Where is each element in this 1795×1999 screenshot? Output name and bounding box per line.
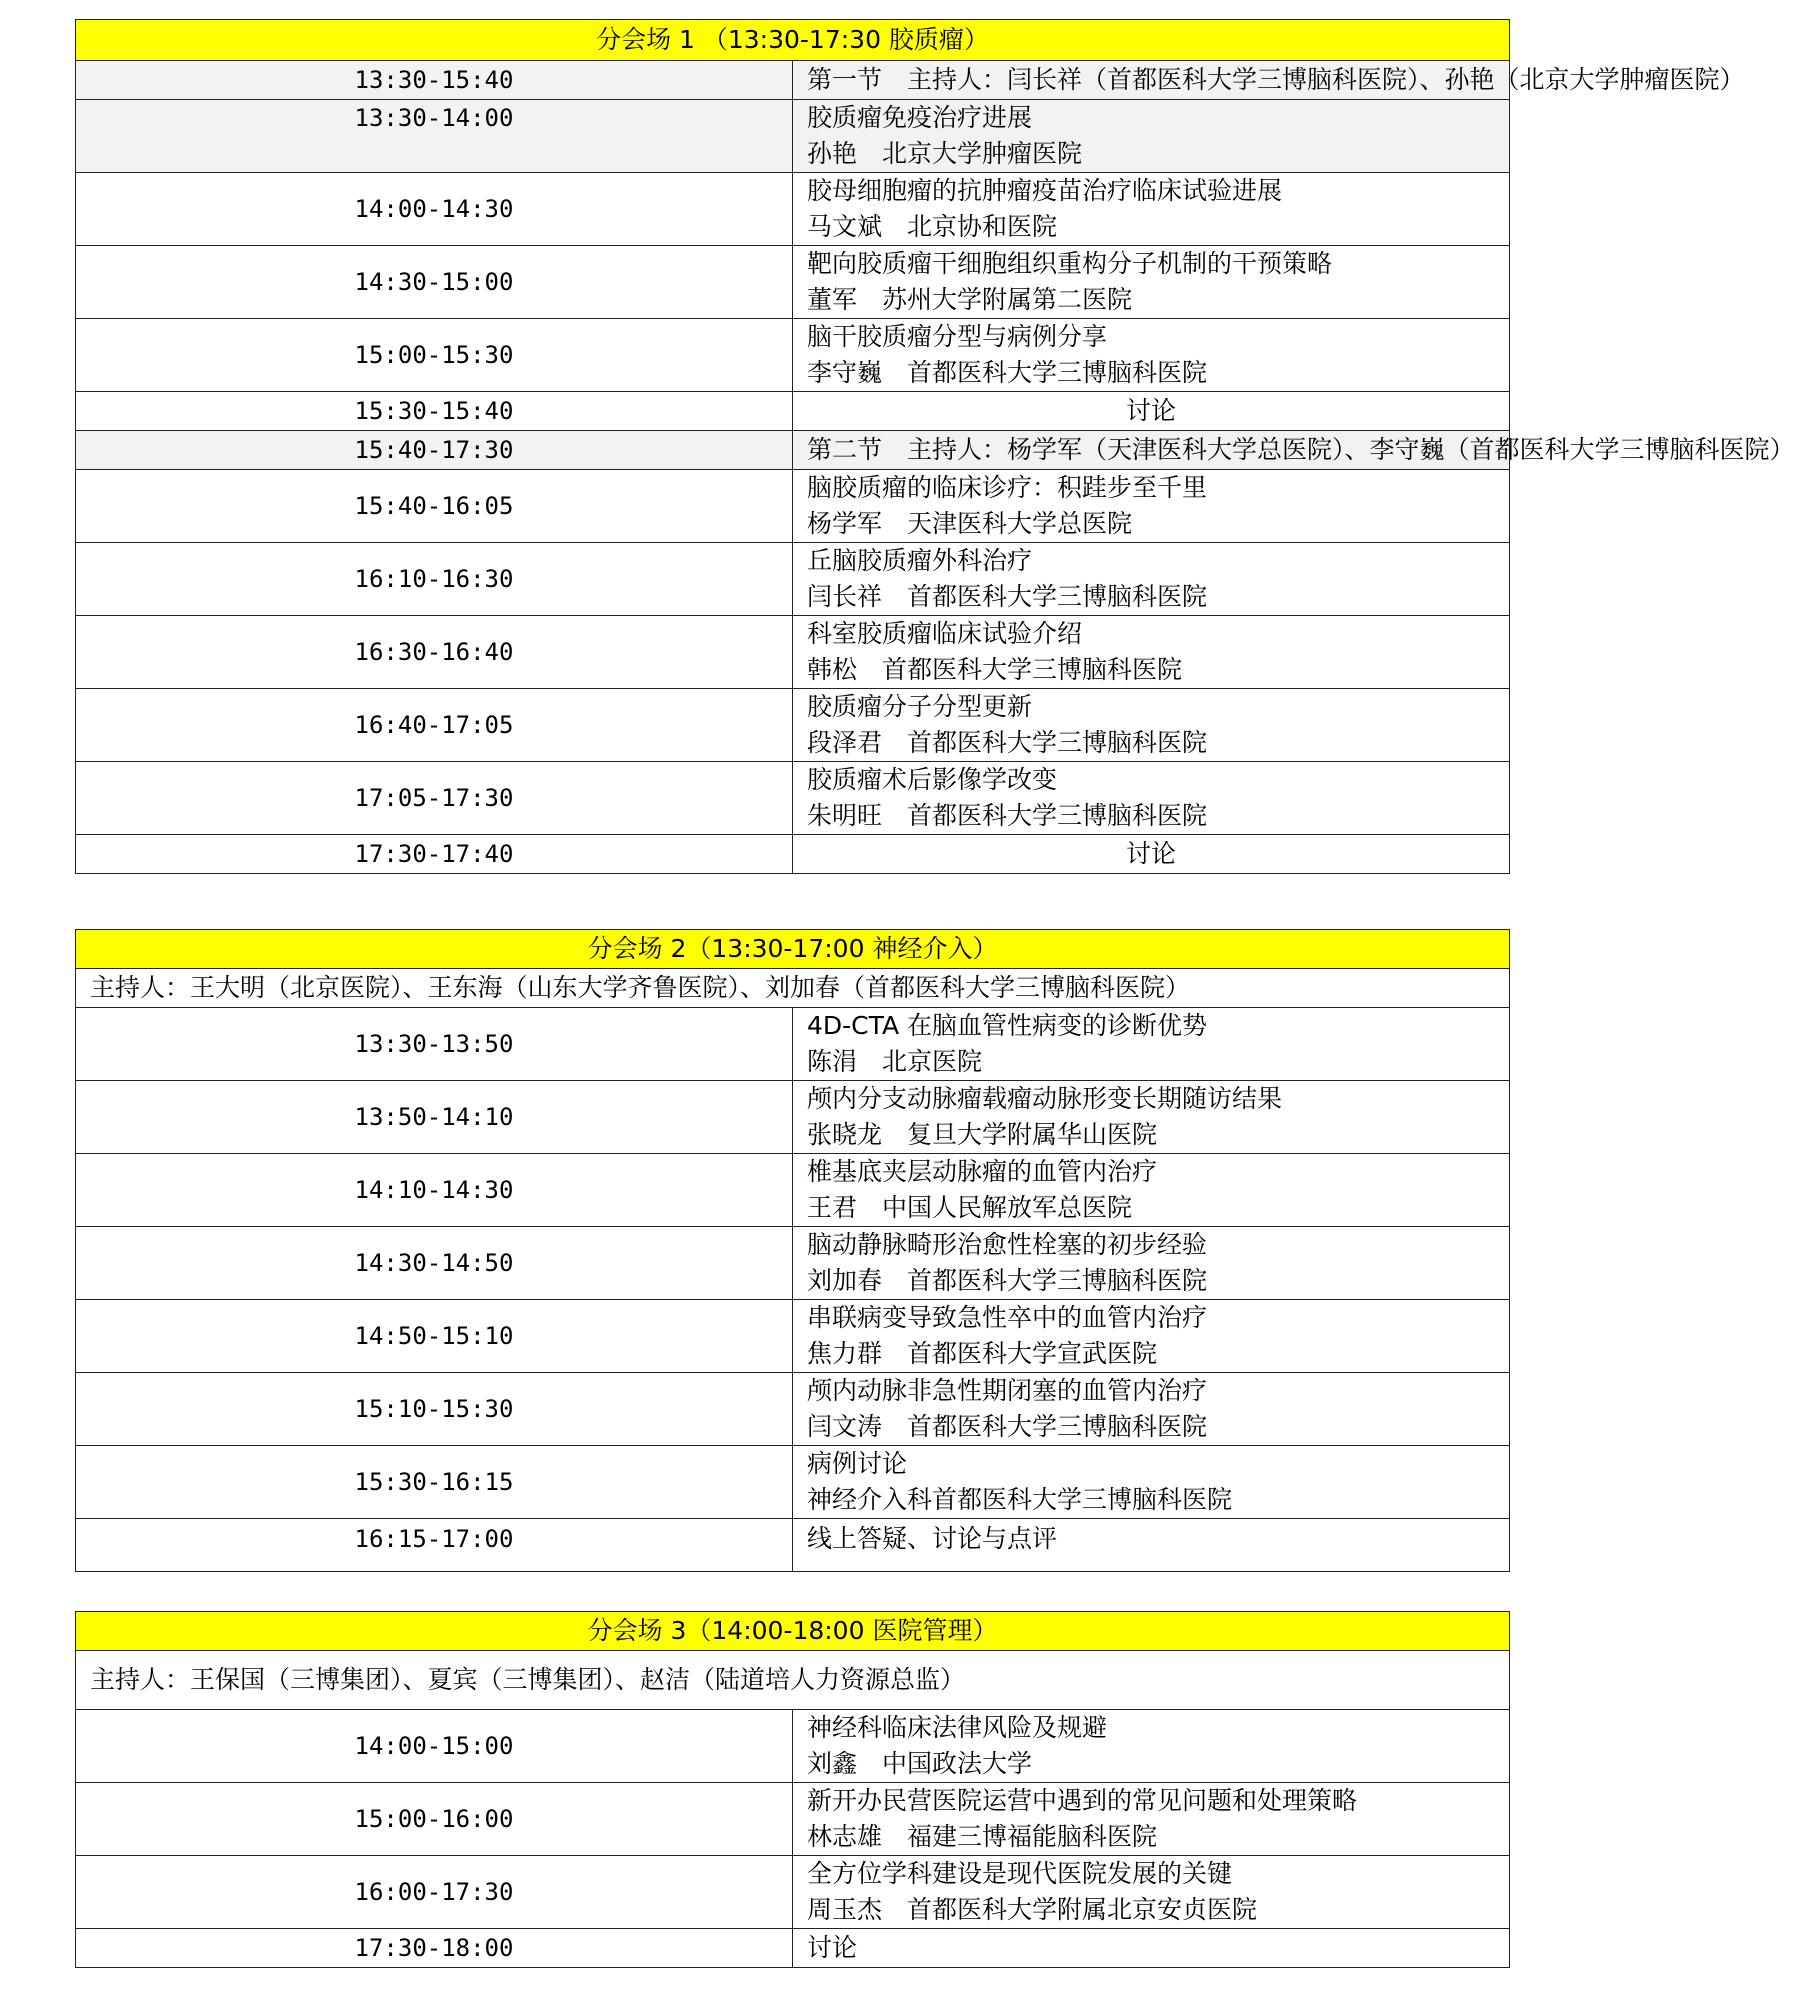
table-row (76, 689, 1510, 762)
session1-table (75, 19, 1795, 874)
time-cell: 13:30-15:40 (76, 61, 793, 100)
talk-title: 4D-CTA 在脑血管性病变的诊断优势 (807, 1011, 1208, 1040)
table-row (76, 762, 1510, 835)
discussion-label: 讨论 (793, 1929, 1510, 1968)
talk-speaker: 闫长祥 首都医科大学三博脑科医院 (807, 582, 1208, 611)
table-row (76, 835, 1510, 874)
time-cell: 14:50-15:10 (76, 1300, 793, 1373)
talk-title: 病例讨论 (807, 1449, 908, 1478)
talk-speaker: 周玉杰 首都医科大学附属北京安贞医院 (807, 1895, 1258, 1924)
time-cell: 14:00-15:00 (76, 1710, 793, 1783)
time-cell: 14:00-14:30 (76, 173, 793, 246)
section-host: 第一节 主持人：闫长祥（首都医科大学三博脑科医院）、孙艳（北京大学肿瘤医院） (793, 61, 1510, 100)
talk-title: 线上答疑、讨论与点评 (793, 1519, 1510, 1572)
talk-speaker: 刘加春 首都医科大学三博脑科医院 (807, 1266, 1208, 1295)
talk-title: 胶质瘤免疫治疗进展 (807, 103, 1033, 132)
table-row (76, 319, 1510, 392)
talk-title: 颅内动脉非急性期闭塞的血管内治疗 (807, 1376, 1208, 1405)
session2-host: 主持人：王大明（北京医院）、王东海（山东大学齐鲁医院）、刘加春（首都医科大学三博脑科医院） (76, 969, 1510, 1008)
talk-speaker: 段泽君 首都医科大学三博脑科医院 (807, 728, 1208, 757)
table-row (76, 1519, 1510, 1572)
table-row (76, 392, 1510, 431)
time-cell: 14:30-14:50 (76, 1227, 793, 1300)
talk-title: 串联病变导致急性卒中的血管内治疗 (807, 1303, 1208, 1332)
table-row (76, 100, 1510, 173)
time-cell: 15:30-16:15 (76, 1446, 793, 1519)
talk-speaker: 焦力群 首都医科大学宣武医院 (807, 1339, 1158, 1368)
talk-speaker: 杨学军 天津医科大学总医院 (807, 509, 1133, 538)
talk-speaker: 孙艳 北京大学肿瘤医院 (807, 139, 1083, 168)
table-row (76, 1300, 1510, 1373)
time-cell: 17:30-17:40 (76, 835, 793, 874)
session3-header: 分会场 3（14:00-18:00 医院管理） (76, 1612, 1510, 1651)
time-cell: 16:00-17:30 (76, 1856, 793, 1929)
talk-title: 椎基底夹层动脉瘤的血管内治疗 (807, 1157, 1158, 1186)
time-cell: 14:10-14:30 (76, 1154, 793, 1227)
session1-header: 分会场 1 （13:30-17:30 胶质瘤） (76, 20, 1510, 61)
talk-title: 神经科临床法律风险及规避 (807, 1713, 1108, 1742)
time-cell: 15:40-17:30 (76, 431, 793, 470)
section-host: 第二节 主持人：杨学军（天津医科大学总医院）、李守巍（首都医科大学三博脑科医院） (793, 431, 1510, 470)
table-row (76, 173, 1510, 246)
talk-title: 科室胶质瘤临床试验介绍 (807, 619, 1083, 648)
time-cell: 15:30-15:40 (76, 392, 793, 431)
time-cell: 15:40-16:05 (76, 470, 793, 543)
talk-title: 颅内分支动脉瘤载瘤动脉形变长期随访结果 (807, 1084, 1283, 1113)
time-cell: 15:00-16:00 (76, 1783, 793, 1856)
table-row (76, 616, 1510, 689)
time-cell: 16:10-16:30 (76, 543, 793, 616)
time-cell: 15:00-15:30 (76, 319, 793, 392)
time-cell: 16:30-16:40 (76, 616, 793, 689)
talk-title: 脑干胶质瘤分型与病例分享 (807, 322, 1108, 351)
time-cell: 16:40-17:05 (76, 689, 793, 762)
talk-title: 胶母细胞瘤的抗肿瘤疫苗治疗临床试验进展 (807, 176, 1283, 205)
talk-speaker: 王君 中国人民解放军总医院 (807, 1193, 1133, 1222)
talk-speaker: 马文斌 北京协和医院 (807, 212, 1058, 241)
table-row (76, 1710, 1510, 1783)
talk-title: 靶向胶质瘤干细胞组织重构分子机制的干预策略 (807, 249, 1333, 278)
talk-speaker: 陈涓 北京医院 (807, 1047, 983, 1076)
talk-speaker: 神经介入科首都医科大学三博脑科医院 (807, 1485, 1233, 1514)
table-row (76, 470, 1510, 543)
session2-table (75, 929, 1510, 1572)
talk-speaker: 林志雄 福建三博福能脑科医院 (807, 1822, 1158, 1851)
talk-speaker: 李守巍 首都医科大学三博脑科医院 (807, 358, 1208, 387)
session2-header: 分会场 2（13:30-17:00 神经介入） (76, 930, 1510, 969)
time-cell: 13:30-14:00 (76, 100, 793, 173)
time-cell: 13:30-13:50 (76, 1008, 793, 1081)
table-row (76, 1446, 1510, 1519)
talk-title: 脑胶质瘤的临床诊疗：积跬步至千里 (807, 473, 1208, 502)
talk-speaker: 闫文涛 首都医科大学三博脑科医院 (807, 1412, 1208, 1441)
table-row (76, 1008, 1510, 1081)
time-cell: 17:30-18:00 (76, 1929, 793, 1968)
table-row (76, 1783, 1510, 1856)
session3-table (75, 1611, 1510, 1968)
talk-speaker: 董军 苏州大学附属第二医院 (807, 285, 1133, 314)
table-row (76, 61, 1510, 100)
table-row (76, 1856, 1510, 1929)
talk-title: 胶质瘤术后影像学改变 (807, 765, 1058, 794)
talk-title: 新开办民营医院运营中遇到的常见问题和处理策略 (807, 1786, 1358, 1815)
table-row (76, 1929, 1510, 1968)
talk-speaker: 韩松 首都医科大学三博脑科医院 (807, 655, 1183, 684)
discussion-label: 讨论 (793, 835, 1510, 874)
session3-host: 主持人：王保国（三博集团）、夏宾（三博集团）、赵洁（陆道培人力资源总监） (76, 1651, 1510, 1710)
time-cell: 13:50-14:10 (76, 1081, 793, 1154)
talk-speaker: 张晓龙 复旦大学附属华山医院 (807, 1120, 1158, 1149)
table-row (76, 1081, 1510, 1154)
talk-title: 胶质瘤分子分型更新 (807, 692, 1033, 721)
table-row (76, 431, 1510, 470)
discussion-label: 讨论 (793, 392, 1510, 431)
time-cell: 14:30-15:00 (76, 246, 793, 319)
time-cell: 17:05-17:30 (76, 762, 793, 835)
table-row (76, 246, 1510, 319)
talk-title: 全方位学科建设是现代医院发展的关键 (807, 1859, 1233, 1888)
table-row (76, 1154, 1510, 1227)
talk-speaker: 朱明旺 首都医科大学三博脑科医院 (807, 801, 1208, 830)
talk-title: 脑动静脉畸形治愈性栓塞的初步经验 (807, 1230, 1208, 1259)
time-cell: 16:15-17:00 (76, 1519, 793, 1572)
time-cell: 15:10-15:30 (76, 1373, 793, 1446)
talk-speaker: 刘鑫 中国政法大学 (807, 1749, 1033, 1778)
table-row (76, 543, 1510, 616)
talk-title: 丘脑胶质瘤外科治疗 (807, 546, 1033, 575)
table-row (76, 1373, 1510, 1446)
table-row (76, 1227, 1510, 1300)
